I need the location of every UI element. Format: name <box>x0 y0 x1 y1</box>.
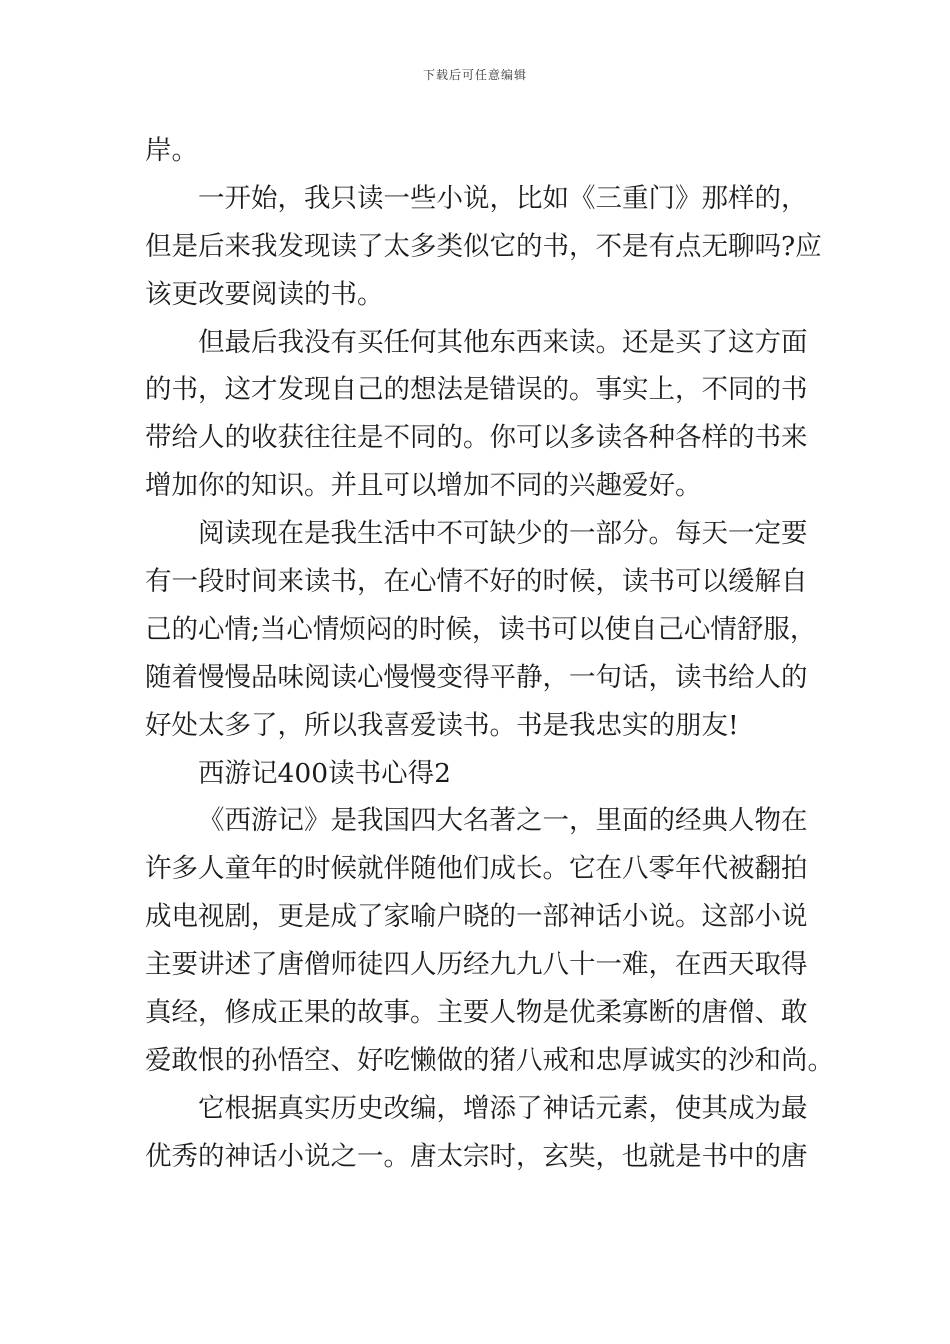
text-line: 的书，这才发现自己的想法是错误的。事实上，不同的书 <box>145 374 808 406</box>
text-line: 己的心情;当心情烦闷的时候，读书可以使自己心情舒服， <box>145 613 817 645</box>
text-line: 真经，修成正果的故事。主要人物是优柔寡断的唐僧、敢 <box>145 997 808 1029</box>
text-line: 带给人的收获往往是不同的。你可以多读各种各样的书来 <box>145 422 808 454</box>
section-heading: 西游记400读书心得2 <box>198 757 451 789</box>
text-line: 优秀的神话小说之一。唐太宗时，玄奘，也就是书中的唐 <box>145 1140 808 1172</box>
text-line: 该更改要阅读的书。 <box>145 278 384 310</box>
text-line: 随着慢慢品味阅读心慢慢变得平静，一句话，读书给人的 <box>145 661 808 693</box>
text-line: 增加你的知识。并且可以增加不同的兴趣爱好。 <box>145 470 702 502</box>
page-header-note: 下载后可任意编辑 <box>422 68 527 82</box>
document-body <box>145 127 834 1181</box>
text-line: 成电视剧，更是成了家喻户晓的一部神话小说。这部小说 <box>145 901 808 933</box>
paragraph-start-line: 一开始，我只读一些小说，比如《三重门》那样的， <box>198 182 808 214</box>
paragraph-start-line: 但最后我没有买任何其他东西来读。还是买了这方面 <box>198 326 808 358</box>
text-line: 岸。 <box>145 135 198 166</box>
text-line: 有一段时间来读书，在心情不好的时候，读书可以缓解自 <box>145 566 808 598</box>
text-line: 主要讲述了唐僧师徒四人历经九九八十一难，在西天取得 <box>145 949 808 981</box>
text-line: 爱敢恨的孙悟空、好吃懒做的猪八戒和忠厚诚实的沙和尚。 <box>145 1044 834 1076</box>
paragraph-start-line: 《西游记》是我国四大名著之一，里面的经典人物在 <box>198 805 808 837</box>
text-line: 许多人童年的时候就伴随他们成长。它在八零年代被翻拍 <box>145 853 808 885</box>
text-line: 好处太多了，所以我喜爱读书。书是我忠实的朋友! <box>145 709 739 741</box>
paragraph-start-line: 阅读现在是我生活中不可缺少的一部分。每天一定要 <box>198 518 808 550</box>
text-line: 但是后来我发现读了太多类似它的书，不是有点无聊吗?应 <box>145 230 822 262</box>
paragraph-start-line: 它根据真实历史改编，增添了神话元素，使其成为最 <box>198 1092 808 1124</box>
